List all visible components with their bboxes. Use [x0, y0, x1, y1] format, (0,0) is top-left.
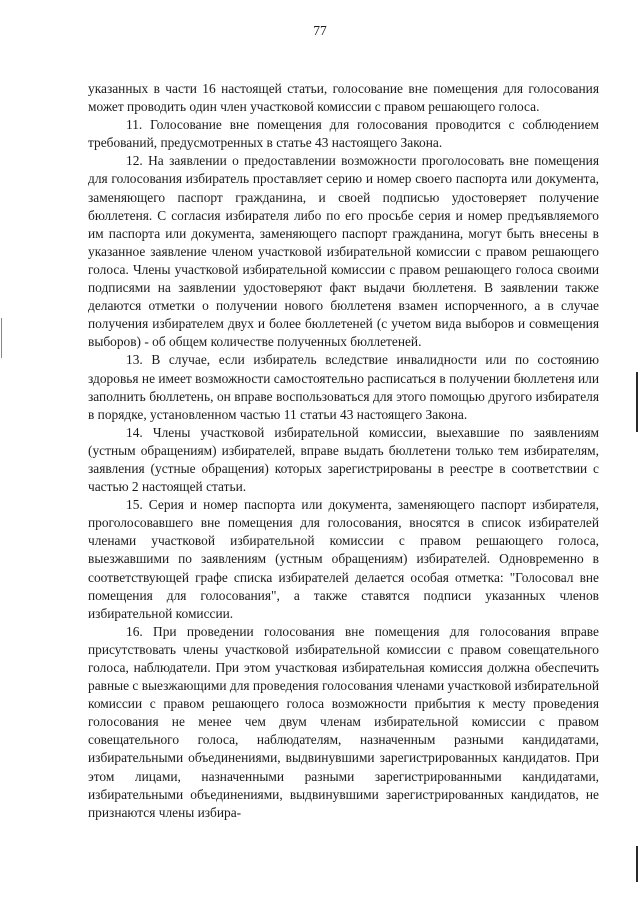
paragraph-14: 14. Члены участковой избирательной комиссии, выехавшие по заявлениям (устным обращениям) избирателей, вправе выдать бюллетени только тем избирателям, заявления (устные обращения) которых зарегистрированы в реестре в соответствии с частью 2 настоящей статьи.	[88, 424, 599, 495]
body-text	[88, 80, 599, 822]
scan-edge-mark-right-upper	[636, 372, 638, 432]
paragraph-11: 11. Голосование вне помещения для голосования проводится с соблюдением требований, предусмотренных в статье 43 настоящего Закона.	[88, 117, 599, 151]
paragraph-16: 16. При проведении голосования вне помещения для голосования вправе присутствовать члены участковой избирательной комиссии с правом совещательного голоса, наблюдатели. При этом участковая избирательная комиссия должна обеспечить равные с выезжающими для проведения голосования членами участковой избирательной комиссии с правом решающего голоса возможности прибытия к месту проведения голосования не менее чем двум членам избирательной комиссии с правом совещательного голоса, наблюдателям, назначенным разными кандидатами, избирательными объединениями, выдвинувшими зарегистрированных кандидатов. При этом лицами, назначенными разными зарегистрированными кандидатами, избирательными объединениями, выдвинувшими зарегистрированных кандидатов, не признаются члены избира-	[88, 623, 599, 820]
paragraph-13: 13. В случае, если избиратель вследствие инвалидности или по состоянию здоровья не имеет возможности самостоятельно расписаться в получении бюллетеня или заполнить бюллетень, он вправе воспользоваться для этого помощью другого избирателя в порядке, установленном частью 11 статьи 43 настоящего Закона.	[88, 352, 599, 422]
paragraph-15: 15. Серия и номер паспорта или документа, заменяющего паспорт избирателя, проголосовавшего вне помещения для голосования, вносятся в список избирателей членами участковой избирательной комиссии с правом решающего голоса, выезжавшими по заявлениям (устным обращениям) избирателей. Одновременно в соответствующей графе списка избирателей делается особая отметка: "Голосовал вне помещения для голосования", а также ставятся подписи указанных членов избирательной комиссии.	[88, 497, 599, 621]
paragraph-continuation: указанных в части 16 настоящей статьи, голосование вне помещения для голосования может проводить один член участковой комиссии с правом решающего голоса.	[88, 81, 599, 115]
page-number: 77	[313, 23, 327, 38]
paragraph-12: 12. На заявлении о предоставлении возможности проголосовать вне помещения для голосования избиратель проставляет серию и номер своего паспорта или документа, заменяющего паспорт гражданина, и своей подписью удостоверяет получение бюллетеня. С согласия избирателя либо по его просьбе серия и номер предъявляемого им паспорта или документа, заменяющего паспорт гражданина, могут быть внесены в указанное заявление членом участковой избирательной комиссии с правом решающего голоса. Члены участковой избирательной комиссии с правом решающего голоса своими подписями на заявлении удостоверяют факт выдачи бюллетеня. В заявлении также делаются отметки о получении нового бюллетеня взамен испорченного, а в случае получения избирателем двух и более бюллетеней (с учетом вида выборов и совмещения выборов) - об общем количестве полученных бюллетеней.	[88, 153, 599, 350]
scan-edge-mark-left	[1, 318, 2, 358]
scan-edge-mark-right-lower	[636, 846, 638, 882]
